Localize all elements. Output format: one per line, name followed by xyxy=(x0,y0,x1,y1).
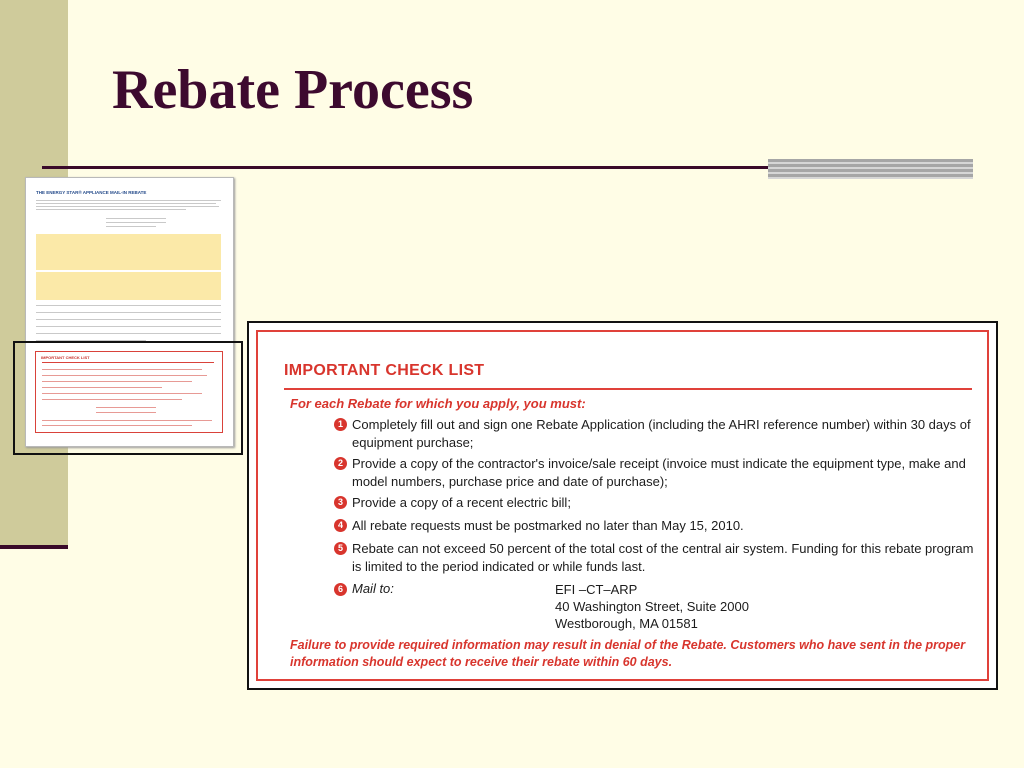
item-number-badge: 6 xyxy=(334,583,347,596)
title-rule-bar xyxy=(768,159,973,179)
side-accent-line xyxy=(0,545,68,549)
checklist-subtitle: For each Rebate for which you apply, you must: xyxy=(290,396,586,411)
thumbnail-checklist-title: IMPORTANT CHECK LIST xyxy=(41,355,90,360)
item-number-badge: 5 xyxy=(334,542,347,555)
thumbnail-text-line xyxy=(106,218,166,219)
mail-address-line: 40 Washington Street, Suite 2000 xyxy=(555,599,749,614)
item-number-badge: 3 xyxy=(334,496,347,509)
thumbnail-table-line xyxy=(36,333,221,334)
thumbnail-text-line xyxy=(36,209,186,210)
checklist-rule xyxy=(284,388,972,390)
thumbnail-text-line xyxy=(36,200,221,201)
thumbnail-requester-section xyxy=(36,234,221,270)
thumbnail-utility-section xyxy=(36,272,221,300)
thumbnail-form-title: THE ENERGY STAR® APPLIANCE MAIL-IN REBATE xyxy=(36,190,147,195)
checklist-item: Completely fill out and sign one Rebate Application (including the AHRI reference number) within 30 days of equipment purchase; xyxy=(352,417,971,450)
checklist-item: Rebate can not exceed 50 percent of the total cost of the central air system. Funding for this rebate program is limited to the period indicated or while funds last. xyxy=(352,541,974,574)
checklist-item: Provide a copy of a recent electric bill; xyxy=(352,495,571,510)
thumbnail-text-line xyxy=(106,226,156,227)
mail-address-line: EFI –CT–ARP xyxy=(555,582,638,597)
thumbnail-table-line xyxy=(36,319,221,320)
checklist-red-border xyxy=(256,330,989,681)
thumbnail-table-line xyxy=(36,312,221,313)
thumbnail-highlight-frame xyxy=(13,341,243,455)
checklist-item: Provide a copy of the contractor's invoice/sale receipt (invoice must indicate the equipment type, make and model numbers, purchase price and date of purchase); xyxy=(352,456,966,489)
important-checklist xyxy=(247,321,998,690)
title-rule xyxy=(42,166,770,169)
mail-address-line: Westborough, MA 01581 xyxy=(555,616,698,631)
item-number-badge: 4 xyxy=(334,519,347,532)
thumbnail-text-line xyxy=(106,222,166,223)
thumbnail-text-line xyxy=(36,305,221,306)
checklist-footer-note: Failure to provide required information may result in denial of the Rebate. Customers who have sent in the proper information should expect to receive their rebate within 60 days. xyxy=(290,638,966,669)
item-number-badge: 1 xyxy=(334,418,347,431)
mail-to-label: Mail to: xyxy=(352,581,394,596)
thumbnail-table-line xyxy=(36,326,221,327)
slide-title: Rebate Process xyxy=(112,59,474,121)
checklist-title: IMPORTANT CHECK LIST xyxy=(284,362,485,379)
thumbnail-text-line xyxy=(36,203,216,204)
checklist-item: All rebate requests must be postmarked no later than May 15, 2010. xyxy=(352,518,744,533)
thumbnail-text-line xyxy=(36,206,219,207)
item-number-badge: 2 xyxy=(334,457,347,470)
